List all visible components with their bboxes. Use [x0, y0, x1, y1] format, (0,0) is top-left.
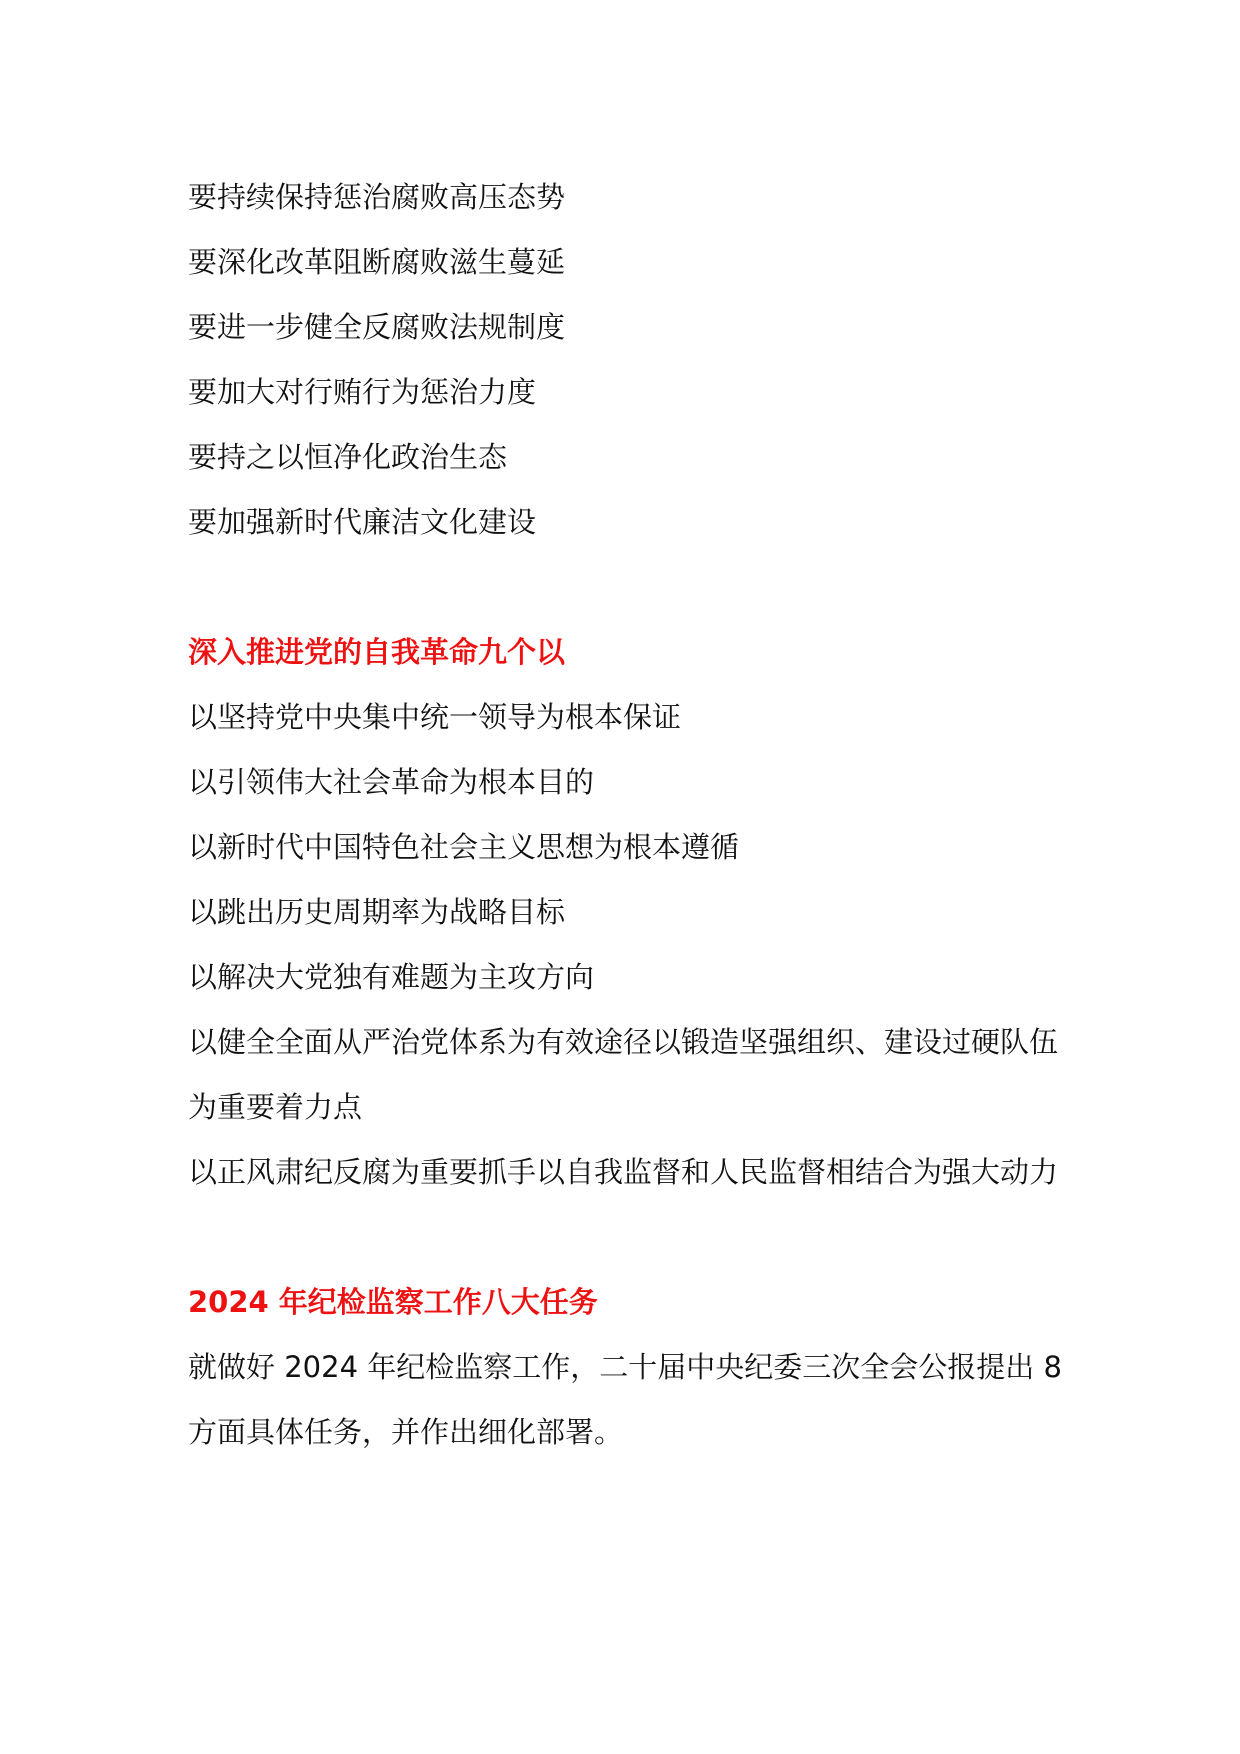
section-six-requirements	[188, 165, 1068, 555]
list-item: 以跳出历史周期率为战略目标	[188, 895, 566, 929]
list-item: 要加强新时代廉洁文化建设	[188, 505, 537, 539]
list-item: 要进一步健全反腐败法规制度	[188, 310, 566, 344]
list-item: 以引领伟大社会革命为根本目的	[188, 765, 595, 799]
section-2024-tasks	[188, 1270, 1068, 1465]
list-item: 以健全全面从严治党体系为有效途径以锻造坚强组织、建设过硬队伍为重要着力点	[188, 1025, 1059, 1124]
list-item: 要深化改革阻断腐败滋生蔓延	[188, 245, 566, 279]
list-item: 以解决大党独有难题为主攻方向	[188, 960, 595, 994]
section-heading: 2024 年纪检监察工作八大任务	[188, 1285, 598, 1319]
list-item: 以新时代中国特色社会主义思想为根本遵循	[188, 830, 740, 864]
body-paragraph: 就做好 2024 年纪检监察工作，二十届中央纪委三次全会公报提出 8 方面具体任务，并作出细化部署。	[188, 1350, 1062, 1449]
list-item: 要持续保持惩治腐败高压态势	[188, 180, 566, 214]
list-item: 要加大对行贿行为惩治力度	[188, 375, 537, 409]
list-item: 要持之以恒净化政治生态	[188, 440, 508, 474]
section-nine-yi	[188, 620, 1068, 1205]
document-content	[188, 165, 1068, 1465]
section-heading: 深入推进党的自我革命九个以	[188, 635, 566, 669]
section-spacer	[188, 555, 1068, 620]
section-spacer	[188, 1205, 1068, 1270]
list-item: 以坚持党中央集中统一领导为根本保证	[188, 700, 682, 734]
list-item: 以正风肃纪反腐为重要抓手以自我监督和人民监督相结合为强大动力	[188, 1155, 1059, 1189]
